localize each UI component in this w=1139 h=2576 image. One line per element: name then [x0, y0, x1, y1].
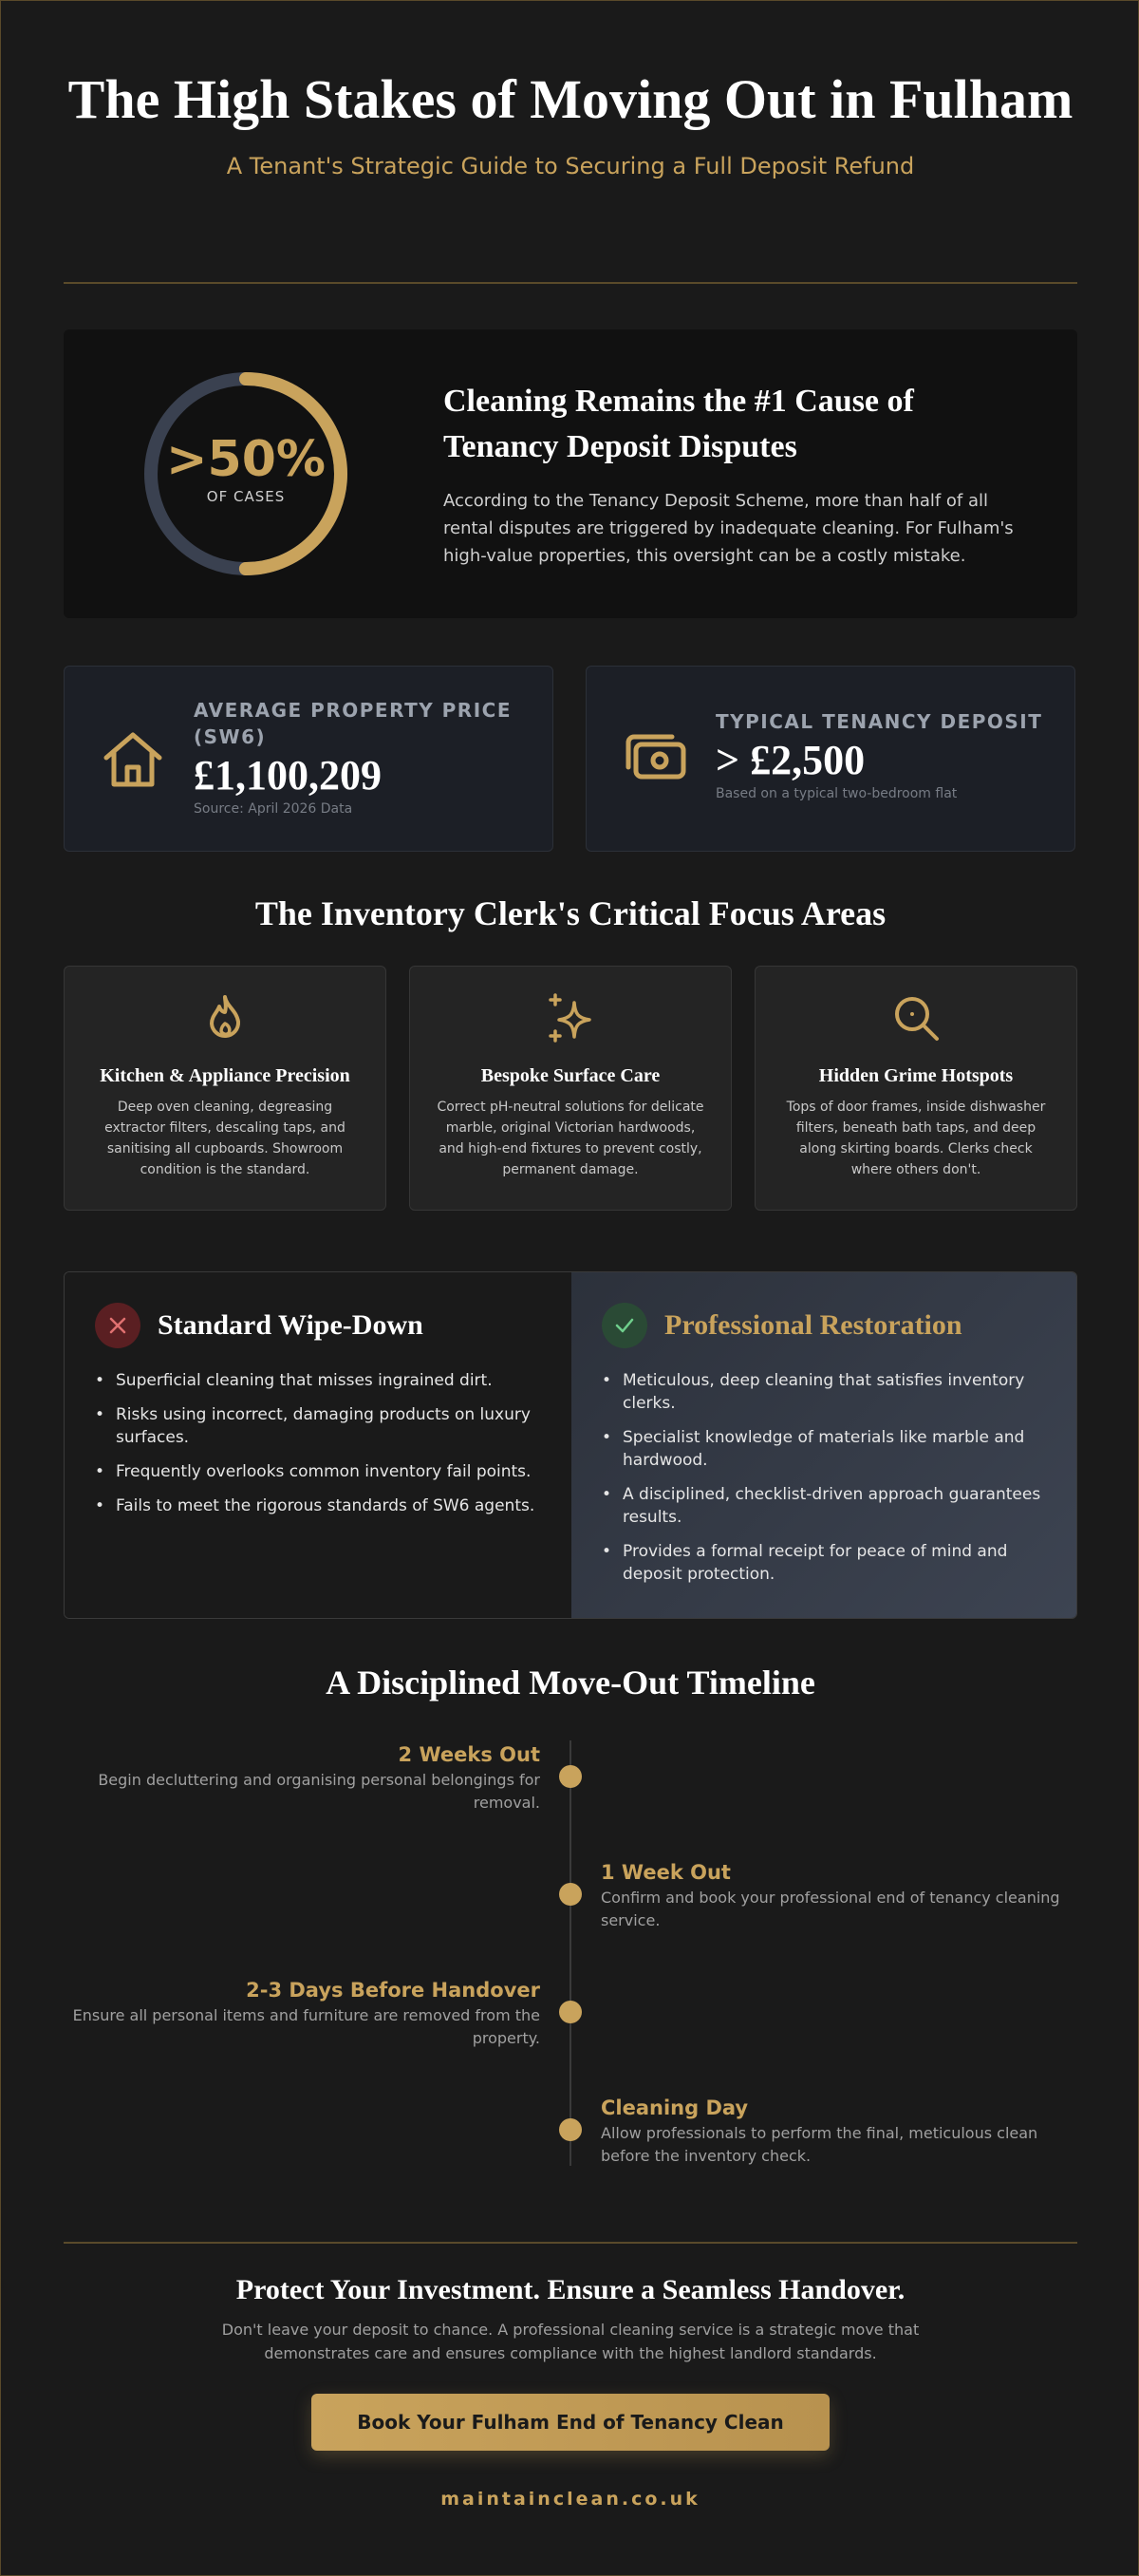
stat-card-note: Source: April 2026 Data: [194, 801, 353, 817]
focus-card-title: Hidden Grime Hotspots: [818, 1065, 1014, 1086]
money-icon: [621, 724, 689, 792]
standard-column: [65, 1272, 571, 1619]
stat-card-property-price: [64, 666, 553, 852]
timeline-step-title: Cleaning Day: [601, 2097, 749, 2119]
header: [64, 64, 1077, 179]
standard-list: [95, 1369, 541, 1529]
page-title: The High Stakes of Moving Out in Fulham: [67, 68, 1074, 130]
timeline-step-title: 1 Week Out: [601, 1861, 731, 1884]
cta-description: Don't leave your deposit to chance. A professional cleaning service is a strategic move that demonstrates care and ensures compliance with the highest landlord standards.: [221, 2321, 920, 2362]
focus-card-kitchen: [64, 966, 386, 1211]
professional-title: Professional Restoration: [664, 1309, 962, 1341]
timeline-step-description: Ensure all personal items and furniture are removed from the property.: [72, 2006, 540, 2047]
hero-description: According to the Tenancy Deposit Scheme, more than half of all rental disputes are triggered by inadequate cleaning. For Fulham's high-value properties, this oversight can be a costly mistake.: [443, 491, 1014, 566]
sparkle-icon: [544, 991, 597, 1044]
list-item: • Frequently overlooks common inventory fail points.: [95, 1460, 541, 1483]
list-item: • Specialist knowledge of materials like marble and hardwood.: [602, 1426, 1048, 1472]
website-link[interactable]: maintainclean.co.uk: [440, 2489, 700, 2510]
magnifier-icon: [889, 991, 943, 1044]
focus-card-title: Bespoke Surface Care: [480, 1065, 661, 1086]
list-item: • Provides a formal receipt for peace of mind and deposit protection.: [602, 1540, 1048, 1586]
focus-card-title: Kitchen & Appliance Precision: [100, 1065, 350, 1086]
stat-card-label: AVERAGE PROPERTY PRICE (SW6): [194, 699, 512, 748]
stat-card-note: Based on a typical two-bedroom flat: [716, 786, 958, 801]
header-divider: [64, 282, 1077, 284]
focus-card-grime: [755, 966, 1077, 1211]
stat-card-body: [716, 708, 1057, 801]
professional-header: [602, 1303, 962, 1348]
timeline-section-title: A Disciplined Move-Out Timeline: [326, 1664, 815, 1702]
timeline-step: [601, 2094, 1075, 2168]
professional-list: [602, 1369, 1048, 1597]
timeline-dot: [559, 1765, 582, 1788]
list-item: • Risks using incorrect, damaging products on luxury surfaces.: [95, 1403, 541, 1449]
list-item: • Superficial cleaning that misses ingrained dirt.: [95, 1369, 541, 1392]
timeline-step-title: 2 Weeks Out: [398, 1743, 540, 1766]
comparison-panel: [64, 1271, 1077, 1619]
cross-icon: [107, 1315, 128, 1336]
list-item: • A disciplined, checklist-driven approach guarantees results.: [602, 1483, 1048, 1529]
hero-stat-panel: [64, 329, 1077, 618]
check-badge: [602, 1303, 647, 1348]
focus-card-surface: [409, 966, 732, 1211]
cta-title: Protect Your Investment. Ensure a Seamless Handover.: [235, 2274, 906, 2305]
timeline-line: [570, 1740, 571, 2166]
focus-card-description: Correct pH-neutral solutions for delicate marble, original Victorian hardwoods, and high-end fixtures to prevent costly, permanent damage.: [437, 1100, 704, 1177]
timeline-step: [601, 1858, 1075, 1932]
timeline-step-title: 2-3 Days Before Handover: [246, 1979, 540, 2002]
ring-text: [141, 369, 350, 578]
stat-card-value: > £2,500: [716, 737, 866, 783]
stat-card-deposit: [586, 666, 1075, 852]
list-item: • Fails to meet the rigorous standards of SW6 agents.: [95, 1495, 541, 1517]
timeline-step: [64, 1976, 540, 2050]
hero-body: [443, 379, 1032, 570]
stat-card-body: [194, 697, 535, 817]
stat-card-value: £1,100,209: [194, 752, 382, 799]
timeline-dot: [559, 2001, 582, 2023]
page-subtitle: A Tenant's Strategic Guide to Securing a Full Deposit Refund: [226, 153, 915, 179]
stat-card-label: TYPICAL TENANCY DEPOSIT: [716, 710, 1043, 733]
focus-section-title: The Inventory Clerk's Critical Focus Areas: [254, 894, 887, 932]
flame-icon: [198, 991, 252, 1044]
professional-column: [571, 1272, 1077, 1619]
hero-title: Cleaning Remains the #1 Cause of Tenancy Deposit Disputes: [443, 384, 914, 464]
cross-badge: [95, 1303, 140, 1348]
standard-header: [95, 1303, 423, 1348]
check-icon: [613, 1314, 636, 1337]
timeline-dot: [559, 2118, 582, 2141]
house-icon: [99, 725, 167, 794]
focus-card-description: Tops of door frames, inside dishwasher filters, beneath bath taps, and deep along skirting boards. Clerks check where others don't.: [786, 1100, 1046, 1177]
timeline-step-description: Confirm and book your professional end of tenancy cleaning service.: [601, 1889, 1060, 1929]
focus-card-description: Deep oven cleaning, degreasing extractor filters, descaling taps, and sanitising all cupboards. Showroom condition is the standard.: [104, 1100, 345, 1177]
standard-title: Standard Wipe-Down: [158, 1309, 423, 1341]
book-cleaning-button[interactable]: Book Your Fulham End of Tenancy Clean: [311, 2394, 830, 2451]
stat-value: >50%: [165, 431, 327, 488]
timeline-dot: [559, 1883, 582, 1906]
footer-divider: [64, 2242, 1077, 2244]
list-item: • Meticulous, deep cleaning that satisfies inventory clerks.: [602, 1369, 1048, 1415]
timeline-step-description: Allow professionals to perform the final, meticulous clean before the inventory check.: [601, 2124, 1038, 2165]
timeline-step-description: Begin decluttering and organising personal belongings for removal.: [98, 1771, 540, 1812]
timeline-step: [64, 1740, 540, 1814]
stat-label: OF CASES: [206, 488, 286, 505]
